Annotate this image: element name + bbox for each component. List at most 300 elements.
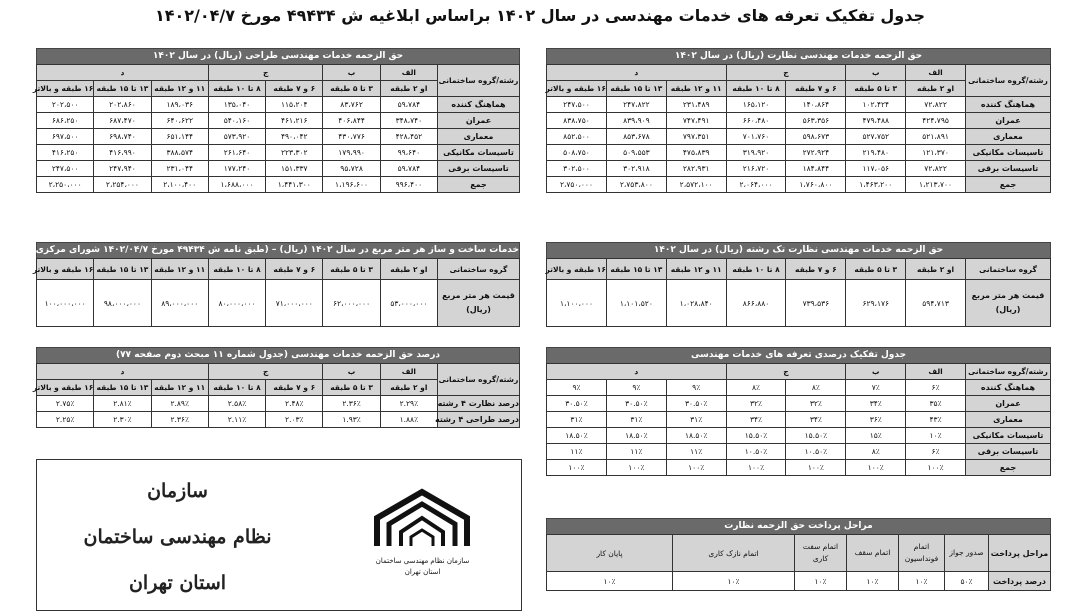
table-cell: ۷۴۷،۴۹۱ — [666, 113, 726, 129]
column-header: ۶ و ۷ طبقه — [266, 259, 323, 280]
fee-percent-panel — [32, 347, 520, 428]
table-cell: ۳۱۹،۹۲۰ — [726, 145, 786, 161]
table-cell: ۱۸۹،۰۳۶ — [151, 97, 208, 113]
table-row — [37, 97, 520, 113]
logo-caption — [355, 556, 490, 578]
row-label: تاسیسات برقی — [438, 161, 520, 177]
stage-header: اتمام سقف — [847, 535, 899, 572]
column-header: ۱۶ طبقه و بالاتر — [547, 259, 607, 280]
column-header: ۱۱ و ۱۲ طبقه — [666, 259, 726, 280]
table-cell: ۳۰۲،۵۰۰ — [547, 161, 607, 177]
supervision-fees-table — [546, 64, 1051, 193]
column-header: ۶ و ۷ طبقه — [786, 259, 846, 280]
group-header: ب — [846, 65, 906, 81]
table-cell: ۲.۳۶٪ — [151, 412, 208, 428]
column-header: او ۲ طبقه — [906, 81, 966, 97]
table-row — [37, 113, 520, 129]
percent-breakdown-panel — [546, 347, 1051, 476]
table-cell: ۹۸،۰۰۰،۰۰۰ — [94, 280, 151, 327]
stage-header: اتمام سفت کاری — [795, 535, 847, 572]
column-header: ۱۶ طبقه و بالاتر — [37, 81, 94, 97]
table-row — [547, 444, 1051, 460]
table-cell: ۱،۴۴۱،۳۰۰ — [266, 177, 323, 193]
table-cell: ۴۲۸،۴۵۲ — [380, 129, 437, 145]
table-cell: ۱۰٪ — [906, 428, 966, 444]
table-cell: ۶۵۱،۱۴۴ — [151, 129, 208, 145]
table-cell: ۱۱٪ — [606, 444, 666, 460]
table-cell: ۱۵۱،۳۳۷ — [266, 161, 323, 177]
table-cell: ۶۹۸،۷۴۰ — [94, 129, 151, 145]
table-cell: ۲.۴۸٪ — [266, 396, 323, 412]
table-cell: ۳۶٪ — [846, 412, 906, 428]
table-cell: ۱۳۵،۰۴۰ — [208, 97, 265, 113]
table-row — [547, 280, 1051, 327]
table-cell: ۲.۸۱٪ — [94, 396, 151, 412]
table-cell: ۵۴۰،۱۶۰ — [208, 113, 265, 129]
table-cell: ۷۲،۸۲۲ — [906, 161, 966, 177]
table-cell: ۴۳۰،۷۷۶ — [323, 129, 380, 145]
row-label: درصد طراحی ۴ رشته — [438, 412, 520, 428]
table-cell: ۴۶۱،۲۱۶ — [266, 113, 323, 129]
table-cell: ۲۲۳،۳۰۲ — [266, 145, 323, 161]
corner-header: رشته/گروه ساختمانی — [438, 65, 520, 97]
table-cell: ۳۰۲،۹۱۸ — [606, 161, 666, 177]
table-cell: ۸۶۶،۸۸۰ — [726, 280, 786, 327]
single-discipline-table — [546, 258, 1051, 327]
table-cell: ۴۰۶،۸۴۴ — [323, 113, 380, 129]
table-cell: ۳۴٪ — [786, 412, 846, 428]
table-cell: ۴۳٪ — [906, 412, 966, 428]
table-cell: ۳۰.۵۰٪ — [547, 396, 607, 412]
panel-title: درصد حق الزحمه خدمات مهندسی (جدول شماره ۱۱ مبحث دوم صفحه ۷۷) — [36, 347, 520, 363]
table-cell: ۲،۰۶۴،۰۰۰ — [726, 177, 786, 193]
group-header: الف — [906, 65, 966, 81]
table-cell: ۸۵۲،۵۰۰ — [547, 129, 607, 145]
column-header: ۶ و ۷ طبقه — [266, 81, 323, 97]
org-line: نظام مهندسی ساختمان — [83, 526, 272, 548]
table-cell: ۵۷۳،۹۲۰ — [208, 129, 265, 145]
table-cell: ۳۸۸،۵۷۴ — [151, 145, 208, 161]
table-cell: ۵۰۹،۵۵۳ — [606, 145, 666, 161]
table-cell: ۱۸۴،۸۴۴ — [786, 161, 846, 177]
table-row — [547, 460, 1051, 476]
row-label: معماری — [966, 412, 1051, 428]
payment-stages-table — [546, 534, 1051, 591]
table-row — [547, 380, 1051, 396]
table-cell: ۲.۱۱٪ — [208, 412, 265, 428]
construction-table — [32, 258, 520, 327]
column-header: ۳ تا ۵ طبقه — [846, 259, 906, 280]
table-cell: ۱۰۰٪ — [547, 460, 607, 476]
row-label: هماهنگ کننده — [438, 97, 520, 113]
group-header: ج — [208, 65, 323, 81]
table-cell: ۱۵٪ — [846, 428, 906, 444]
table-cell: ۱.۹۳٪ — [323, 412, 380, 428]
table-cell: ۹٪ — [606, 380, 666, 396]
row-label: درصد پرداخت — [989, 572, 1051, 591]
panel-title: خدمات ساخت و ساز هر متر مربع در سال ۱۴۰۲ (ریال) – (طبق نامه ش ۴۹۴۳۴ مورخ ۱۴۰۲/۰۴/۷ شورای مرکزی) — [36, 242, 520, 258]
column-header: او ۲ طبقه — [380, 81, 437, 97]
table-row — [37, 177, 520, 193]
organization-name — [55, 468, 300, 606]
table-cell: ۱،۱۰۱،۵۲۰ — [606, 280, 666, 327]
group-header: ج — [726, 65, 846, 81]
table-cell: ۶۴۰،۶۲۲ — [151, 113, 208, 129]
table-row — [547, 428, 1051, 444]
table-cell: ۱۴۰،۸۶۴ — [786, 97, 846, 113]
table-cell: ۱۰۲،۴۲۴ — [846, 97, 906, 113]
table-cell: ۵۹،۷۸۴ — [380, 97, 437, 113]
table-cell: ۲.۳۰٪ — [94, 412, 151, 428]
table-cell: ۸٪ — [846, 444, 906, 460]
table-cell: ۲،۲۵۴،۰۰۰ — [94, 177, 151, 193]
org-line: استان تهران — [128, 572, 227, 594]
table-row — [547, 572, 1051, 591]
group-header: د — [547, 364, 727, 380]
table-cell: ۱۰٪ — [899, 572, 945, 591]
logo-caption-line: استان تهران — [404, 568, 441, 576]
fee-percent-table — [32, 363, 520, 428]
construction-panel — [31, 242, 520, 327]
column-header: ۱۳ تا ۱۵ طبقه — [94, 81, 151, 97]
group-header: ب — [846, 364, 906, 380]
corner-header: رشته/گروه ساختمانی — [438, 364, 520, 396]
group-header: ب — [323, 65, 380, 81]
row-label: جمع — [966, 460, 1051, 476]
group-header: ب — [323, 364, 380, 380]
row-label: تاسیسات مکانیکی — [438, 145, 520, 161]
table-cell: ۱،۴۶۳،۲۰۰ — [846, 177, 906, 193]
column-header: ۱۱ و ۱۲ طبقه — [151, 380, 208, 396]
corner-header: گروه ساختمانی — [966, 259, 1051, 280]
panel-title: حق الزحمه خدمات مهندسی طراحی (ریال) در سال ۱۴۰۲ — [36, 48, 520, 64]
column-header: ۸ تا ۱۰ طبقه — [208, 81, 265, 97]
table-cell: ۱۰۰،۰۰۰،۰۰۰ — [37, 280, 94, 327]
row-label: عمران — [966, 113, 1051, 129]
table-cell: ۶۲۹،۱۷۶ — [846, 280, 906, 327]
table-cell: ۱۰۰٪ — [906, 460, 966, 476]
table-cell: ۴۱۶،۲۵۰ — [37, 145, 94, 161]
table-row — [37, 129, 520, 145]
table-cell: ۲۰۲،۵۰۰ — [37, 97, 94, 113]
table-cell: ۴۲۴،۷۹۵ — [906, 113, 966, 129]
group-header: د — [37, 65, 209, 81]
table-cell: ۵۹۸،۶۷۳ — [786, 129, 846, 145]
table-cell: ۱۷۷،۲۴۰ — [208, 161, 265, 177]
table-cell: ۲.۲۹٪ — [380, 396, 437, 412]
corner-header: گروه ساختمانی — [438, 259, 520, 280]
table-cell: ۸۳۹،۹۰۹ — [606, 113, 666, 129]
panel-title: جدول تفکیک درصدی تعرفه های خدمات مهندسی — [546, 347, 1051, 363]
table-cell: ۱.۸۸٪ — [380, 412, 437, 428]
table-cell: ۵۳،۰۰۰،۰۰۰ — [380, 280, 437, 327]
table-cell: ۳۴٪ — [726, 412, 786, 428]
column-header: ۱۳ تا ۱۵ طبقه — [94, 259, 151, 280]
payment-stages-panel — [546, 518, 1051, 591]
table-cell: ۱،۱۹۶،۶۰۰ — [323, 177, 380, 193]
table-cell: ۸۳۸،۷۵۰ — [547, 113, 607, 129]
stage-header: صدور جواز — [945, 535, 989, 572]
column-header: ۸ تا ۱۰ طبقه — [726, 81, 786, 97]
table-cell: ۶۶۰،۴۸۰ — [726, 113, 786, 129]
panel-title: حق الزحمه خدمات مهندسی نظارت (ریال) در سال ۱۴۰۲ — [546, 48, 1051, 64]
table-cell: ۲،۷۵۰،۰۰۰ — [547, 177, 607, 193]
column-header: ۶ و ۷ طبقه — [786, 81, 846, 97]
table-cell: ۲۴۷،۹۴۰ — [94, 161, 151, 177]
table-cell: ۲۴۷،۵۰۰ — [37, 161, 94, 177]
organization-box — [36, 459, 522, 611]
row-label: عمران — [966, 396, 1051, 412]
table-cell: ۹٪ — [666, 380, 726, 396]
table-cell: ۴۷۹،۴۸۸ — [846, 113, 906, 129]
table-cell: ۳۵٪ — [906, 396, 966, 412]
table-row — [547, 177, 1051, 193]
column-header: ۱۳ تا ۱۵ طبقه — [606, 81, 666, 97]
table-cell: ۱،۱۰۰،۰۰۰ — [547, 280, 607, 327]
table-cell: ۸۹،۰۰۰،۰۰۰ — [151, 280, 208, 327]
table-cell: ۵۹،۷۸۴ — [380, 161, 437, 177]
table-cell: ۶۸۶،۲۵۰ — [37, 113, 94, 129]
table-cell: ۱۵.۵۰٪ — [726, 428, 786, 444]
row-label: جمع — [966, 177, 1051, 193]
column-header: ۱۱ و ۱۲ طبقه — [666, 81, 726, 97]
table-cell: ۲.۸۹٪ — [151, 396, 208, 412]
org-line: سازمان — [147, 480, 208, 502]
column-header: ۳ تا ۵ طبقه — [323, 259, 380, 280]
column-header: ۱۱ و ۱۲ طبقه — [151, 81, 208, 97]
table-cell: ۲۱۹،۴۸۰ — [846, 145, 906, 161]
table-cell: ۱۰٪ — [847, 572, 899, 591]
column-header: ۱۶ طبقه و بالاتر — [547, 81, 607, 97]
column-header: ۱۱ و ۱۲ طبقه — [151, 259, 208, 280]
column-header: ۱۳ تا ۱۵ طبقه — [606, 259, 666, 280]
table-cell: ۲۸۲،۹۳۱ — [666, 161, 726, 177]
table-cell: ۱،۷۶۰،۸۰۰ — [786, 177, 846, 193]
table-cell: ۹٪ — [547, 380, 607, 396]
table-row — [547, 113, 1051, 129]
table-cell: ۴۷۵،۸۳۹ — [666, 145, 726, 161]
table-cell: ۱۰٪ — [795, 572, 847, 591]
table-row — [547, 97, 1051, 113]
supervision-fees-panel — [546, 48, 1051, 193]
table-cell: ۶٪ — [906, 380, 966, 396]
table-cell: ۱،۰۲۸،۸۴۰ — [666, 280, 726, 327]
table-cell: ۱۱۵،۲۰۴ — [266, 97, 323, 113]
table-cell: ۱۰٪ — [673, 572, 795, 591]
table-cell: ۲۶۱،۶۴۰ — [208, 145, 265, 161]
table-row — [547, 396, 1051, 412]
table-cell: ۹۹،۶۴۰ — [380, 145, 437, 161]
table-cell: ۱۵.۵۰٪ — [786, 428, 846, 444]
group-header: د — [547, 65, 727, 81]
table-cell: ۳۲٪ — [726, 396, 786, 412]
column-header: ۱۳ تا ۱۵ طبقه — [94, 380, 151, 396]
row-label: مراحل پرداخت — [989, 535, 1051, 572]
table-cell: ۲،۲۵۰،۰۰۰ — [37, 177, 94, 193]
table-cell: ۸٪ — [726, 380, 786, 396]
table-cell: ۲.۲۵٪ — [37, 412, 94, 428]
table-cell: ۱۸.۵۰٪ — [606, 428, 666, 444]
design-fees-panel — [32, 48, 520, 193]
table-cell: ۴۱۶،۹۹۰ — [94, 145, 151, 161]
group-header: ج — [208, 364, 323, 380]
table-cell: ۵۰٪ — [945, 572, 989, 591]
table-cell: ۸٪ — [786, 380, 846, 396]
row-label: قیمت هر متر مربع (ریال) — [438, 280, 520, 327]
column-header: ۸ تا ۱۰ طبقه — [208, 380, 265, 396]
table-cell: ۱۷۹،۹۹۰ — [323, 145, 380, 161]
single-discipline-panel — [546, 242, 1051, 327]
table-cell: ۳۴٪ — [846, 396, 906, 412]
table-cell: ۷۱،۰۰۰،۰۰۰ — [266, 280, 323, 327]
table-cell: ۶۲،۰۰۰،۰۰۰ — [323, 280, 380, 327]
table-cell: ۱۸.۵۰٪ — [547, 428, 607, 444]
table-cell: ۲۱۶،۷۲۰ — [726, 161, 786, 177]
table-cell: ۸۳،۷۶۲ — [323, 97, 380, 113]
table-cell: ۲،۱۰۰،۴۰۰ — [151, 177, 208, 193]
table-row — [37, 396, 520, 412]
table-cell: ۱،۶۸۸،۰۰۰ — [208, 177, 265, 193]
table-cell: ۳۴۸،۷۴۰ — [380, 113, 437, 129]
table-cell: ۲۰۲،۸۶۰ — [94, 97, 151, 113]
group-header: د — [37, 364, 209, 380]
table-cell: ۵۲۷،۷۵۲ — [846, 129, 906, 145]
table-cell: ۳۱٪ — [666, 412, 726, 428]
table-row — [547, 129, 1051, 145]
table-cell: ۲۳۱،۰۴۴ — [151, 161, 208, 177]
table-cell: ۱۰۰٪ — [846, 460, 906, 476]
column-header: ۱۶ طبقه و بالاتر — [37, 259, 94, 280]
table-cell: ۷۲،۸۲۲ — [906, 97, 966, 113]
design-fees-table — [32, 64, 520, 193]
table-cell: ۸۵۳،۶۷۸ — [606, 129, 666, 145]
panel-title: مراحل پرداخت حق الزحمه نظارت — [546, 518, 1051, 534]
row-label: تاسیسات مکانیکی — [966, 145, 1051, 161]
row-label: هماهنگ کننده — [966, 380, 1051, 396]
column-header: او ۲ طبقه — [380, 380, 437, 396]
table-cell: ۲.۵۸٪ — [208, 396, 265, 412]
table-cell: ۵۶۳،۳۵۶ — [786, 113, 846, 129]
row-label: عمران — [438, 113, 520, 129]
table-cell: ۱۰.۵۰٪ — [726, 444, 786, 460]
row-label: معماری — [438, 129, 520, 145]
column-header: ۳ تا ۵ طبقه — [846, 81, 906, 97]
table-row — [547, 145, 1051, 161]
column-header: ۱۶ طبقه و بالاتر — [37, 380, 94, 396]
table-cell: ۶۹۷،۵۰۰ — [37, 129, 94, 145]
group-header: الف — [906, 364, 966, 380]
table-cell: ۵۹۴،۷۱۳ — [906, 280, 966, 327]
column-header: او ۲ طبقه — [906, 259, 966, 280]
table-row — [37, 161, 520, 177]
table-cell: ۲۷۲،۹۲۴ — [786, 145, 846, 161]
page-title: جدول تفکیک تعرفه های خدمات مهندسی در سال ۱۴۰۲ براساس ابلاغیه ش ۴۹۴۳۴ مورخ ۱۴۰۲/۰۴/۷ — [154, 6, 926, 25]
table-cell: ۷٪ — [846, 380, 906, 396]
column-header: ۸ تا ۱۰ طبقه — [208, 259, 265, 280]
row-label: قیمت هر متر مربع (ریال) — [966, 280, 1051, 327]
corner-header: رشته/گروه ساختمانی — [966, 364, 1051, 380]
stage-header: اتمام نازک کاری — [673, 535, 795, 572]
table-cell: ۲،۷۵۳،۸۰۰ — [606, 177, 666, 193]
table-cell: ۱۸.۵۰٪ — [666, 428, 726, 444]
table-row — [37, 145, 520, 161]
table-cell: ۱۱٪ — [666, 444, 726, 460]
table-cell: ۷۳۹،۵۳۶ — [786, 280, 846, 327]
table-cell: ۱۰۰٪ — [666, 460, 726, 476]
table-cell: ۱۶۵،۱۲۰ — [726, 97, 786, 113]
row-label: تاسیسات برقی — [966, 161, 1051, 177]
row-label: تاسیسات مکانیکی — [966, 428, 1051, 444]
column-header: ۸ تا ۱۰ طبقه — [726, 259, 786, 280]
table-cell: ۲.۷۵٪ — [37, 396, 94, 412]
table-cell: ۳۱٪ — [547, 412, 607, 428]
row-label: جمع — [438, 177, 520, 193]
table-row — [37, 412, 520, 428]
table-cell: ۱۰٪ — [547, 572, 673, 591]
table-cell: ۱،۲۱۳،۷۰۰ — [906, 177, 966, 193]
table-cell: ۳۱٪ — [606, 412, 666, 428]
table-cell: ۳۰.۵۰٪ — [606, 396, 666, 412]
table-cell: ۱۰۰٪ — [726, 460, 786, 476]
table-cell: ۲.۰۳٪ — [266, 412, 323, 428]
table-cell: ۱۱۷،۰۵۶ — [846, 161, 906, 177]
row-label: معماری — [966, 129, 1051, 145]
table-cell: ۳۰.۵۰٪ — [666, 396, 726, 412]
stage-header: اتمام فونداسیون — [899, 535, 945, 572]
organization-logo-icon — [367, 484, 477, 554]
table-cell: ۵۰۸،۷۵۰ — [547, 145, 607, 161]
row-label: تاسیسات برقی — [966, 444, 1051, 460]
column-header: او ۲ طبقه — [380, 259, 437, 280]
group-header: ج — [726, 364, 846, 380]
logo-caption-line: سازمان نظام مهندسی ساختمان — [375, 557, 470, 565]
table-cell: ۱۲۱،۳۷۰ — [906, 145, 966, 161]
table-cell: ۱۰۰٪ — [606, 460, 666, 476]
stage-header: پایان کار — [547, 535, 673, 572]
table-cell: ۲۳۱،۴۸۹ — [666, 97, 726, 113]
table-cell: ۴۹۰،۰۴۲ — [266, 129, 323, 145]
table-cell: ۳۲٪ — [786, 396, 846, 412]
table-row — [547, 412, 1051, 428]
table-cell: ۷۰۱،۷۶۰ — [726, 129, 786, 145]
table-cell: ۱۱٪ — [547, 444, 607, 460]
column-header: ۶ و ۷ طبقه — [266, 380, 323, 396]
column-header: ۳ تا ۵ طبقه — [323, 380, 380, 396]
table-cell: ۸۰،۰۰۰،۰۰۰ — [208, 280, 265, 327]
group-header: الف — [380, 364, 437, 380]
percent-breakdown-table — [546, 363, 1051, 476]
table-cell: ۷۹۷،۳۵۱ — [666, 129, 726, 145]
table-row — [547, 161, 1051, 177]
panel-title: حق الزحمه خدمات مهندسی نظارت تک رشته (ریال) در سال ۱۴۰۲ — [546, 242, 1051, 258]
table-cell: ۲.۳۶٪ — [323, 396, 380, 412]
table-cell: ۱۰۰٪ — [786, 460, 846, 476]
table-cell: ۱۰.۵۰٪ — [786, 444, 846, 460]
table-cell: ۹۵،۷۲۸ — [323, 161, 380, 177]
column-header: ۳ تا ۵ طبقه — [323, 81, 380, 97]
group-header: الف — [380, 65, 437, 81]
table-cell: ۶۸۷،۴۷۰ — [94, 113, 151, 129]
table-cell: ۶٪ — [906, 444, 966, 460]
table-cell: ۹۹۶،۴۰۰ — [380, 177, 437, 193]
corner-header: رشته/گروه ساختمانی — [966, 65, 1051, 97]
row-label: هماهنگ کننده — [966, 97, 1051, 113]
table-cell: ۲۴۷،۵۰۰ — [547, 97, 607, 113]
table-cell: ۲،۵۷۲،۱۰۰ — [666, 177, 726, 193]
table-cell: ۲۴۷،۸۲۲ — [606, 97, 666, 113]
table-cell: ۵۲۱،۸۹۱ — [906, 129, 966, 145]
row-label: درصد نظارت ۴ رشته — [438, 396, 520, 412]
